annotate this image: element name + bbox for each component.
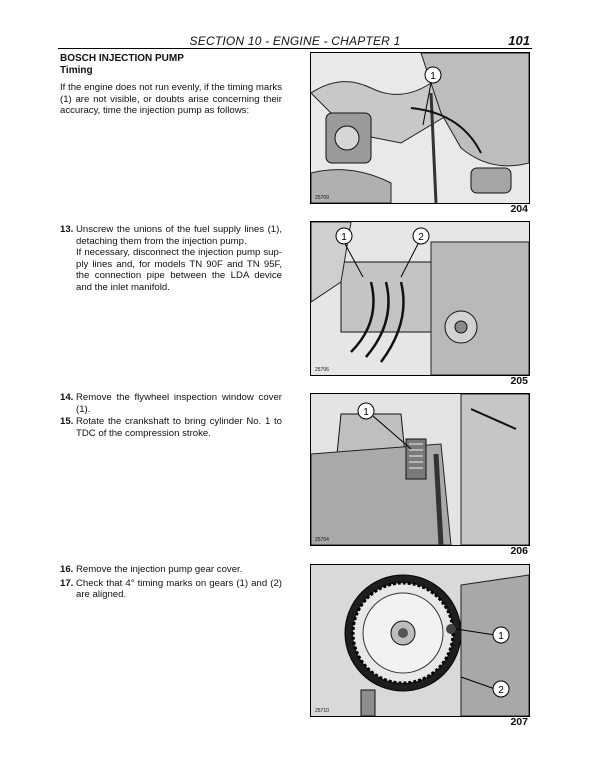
- svg-text:1: 1: [363, 407, 369, 418]
- figure-code: 25710: [315, 708, 329, 714]
- step-14-15: [60, 392, 282, 439]
- figure-code: 25704: [315, 537, 329, 543]
- step-number: 16.: [60, 564, 74, 575]
- step-number: 15.: [60, 416, 74, 428]
- step-text: If necessary, disconnect the injection pump sup-ply lines and, for models TN 90F and TN 95F, the connection pipe between the LDA device and the inlet manifold.: [76, 247, 282, 293]
- step-text: Rotate the crankshaft to bring cylinder No. 1 to TDC of the compression stroke.: [76, 416, 282, 439]
- page-number: 101: [508, 33, 530, 48]
- svg-text:2: 2: [498, 685, 504, 696]
- step-text: Remove the flywheel inspection window cover (1).: [76, 392, 282, 415]
- svg-text:2: 2: [418, 232, 424, 243]
- section-title: SECTION 10 - ENGINE - CHAPTER 1: [189, 34, 401, 48]
- svg-text:1: 1: [430, 71, 436, 82]
- step-number: 13.: [60, 224, 74, 235]
- step-text: Check that 4° timing marks on gears (1) and (2) are aligned.: [76, 577, 282, 601]
- procedure-title: BOSCH INJECTION PUMP: [60, 53, 184, 64]
- engine-photo-206: [311, 394, 529, 545]
- figure-number: 204: [510, 203, 528, 215]
- figure-number: 205: [510, 375, 528, 387]
- figure-number: 206: [510, 545, 528, 557]
- svg-text:1: 1: [341, 232, 347, 243]
- step-13: [60, 224, 282, 294]
- figure-number: 207: [510, 716, 528, 728]
- step-number: 17.: [60, 577, 74, 589]
- step-text: Unscrew the unions of the fuel supply lines (1), detaching them from the injection pump.: [76, 224, 282, 247]
- figure-code: 25706: [315, 367, 329, 373]
- figure-207-photo: [310, 564, 530, 717]
- intro-block: [60, 53, 282, 117]
- step-number: 14.: [60, 392, 74, 403]
- header-rule: [58, 48, 532, 49]
- figure-206-photo: [310, 393, 530, 546]
- figure-204-photo: [310, 52, 530, 204]
- svg-text:1: 1: [498, 631, 504, 642]
- procedure-subtitle: Timing: [60, 64, 93, 76]
- figure-code: 25709: [315, 195, 329, 201]
- engine-photo-204: [311, 53, 529, 203]
- engine-photo-207: [311, 565, 529, 716]
- step-16-17: [60, 564, 282, 601]
- step-text: Remove the injection pump gear cover.: [76, 564, 243, 575]
- intro-paragraph: If the engine does not run evenly, if the timing marks (1) are not visible, or doubts arise concerning their accuracy, time the injection pump as follows:: [60, 82, 282, 117]
- engine-photo-205: [311, 222, 529, 375]
- figure-205-photo: [310, 221, 530, 376]
